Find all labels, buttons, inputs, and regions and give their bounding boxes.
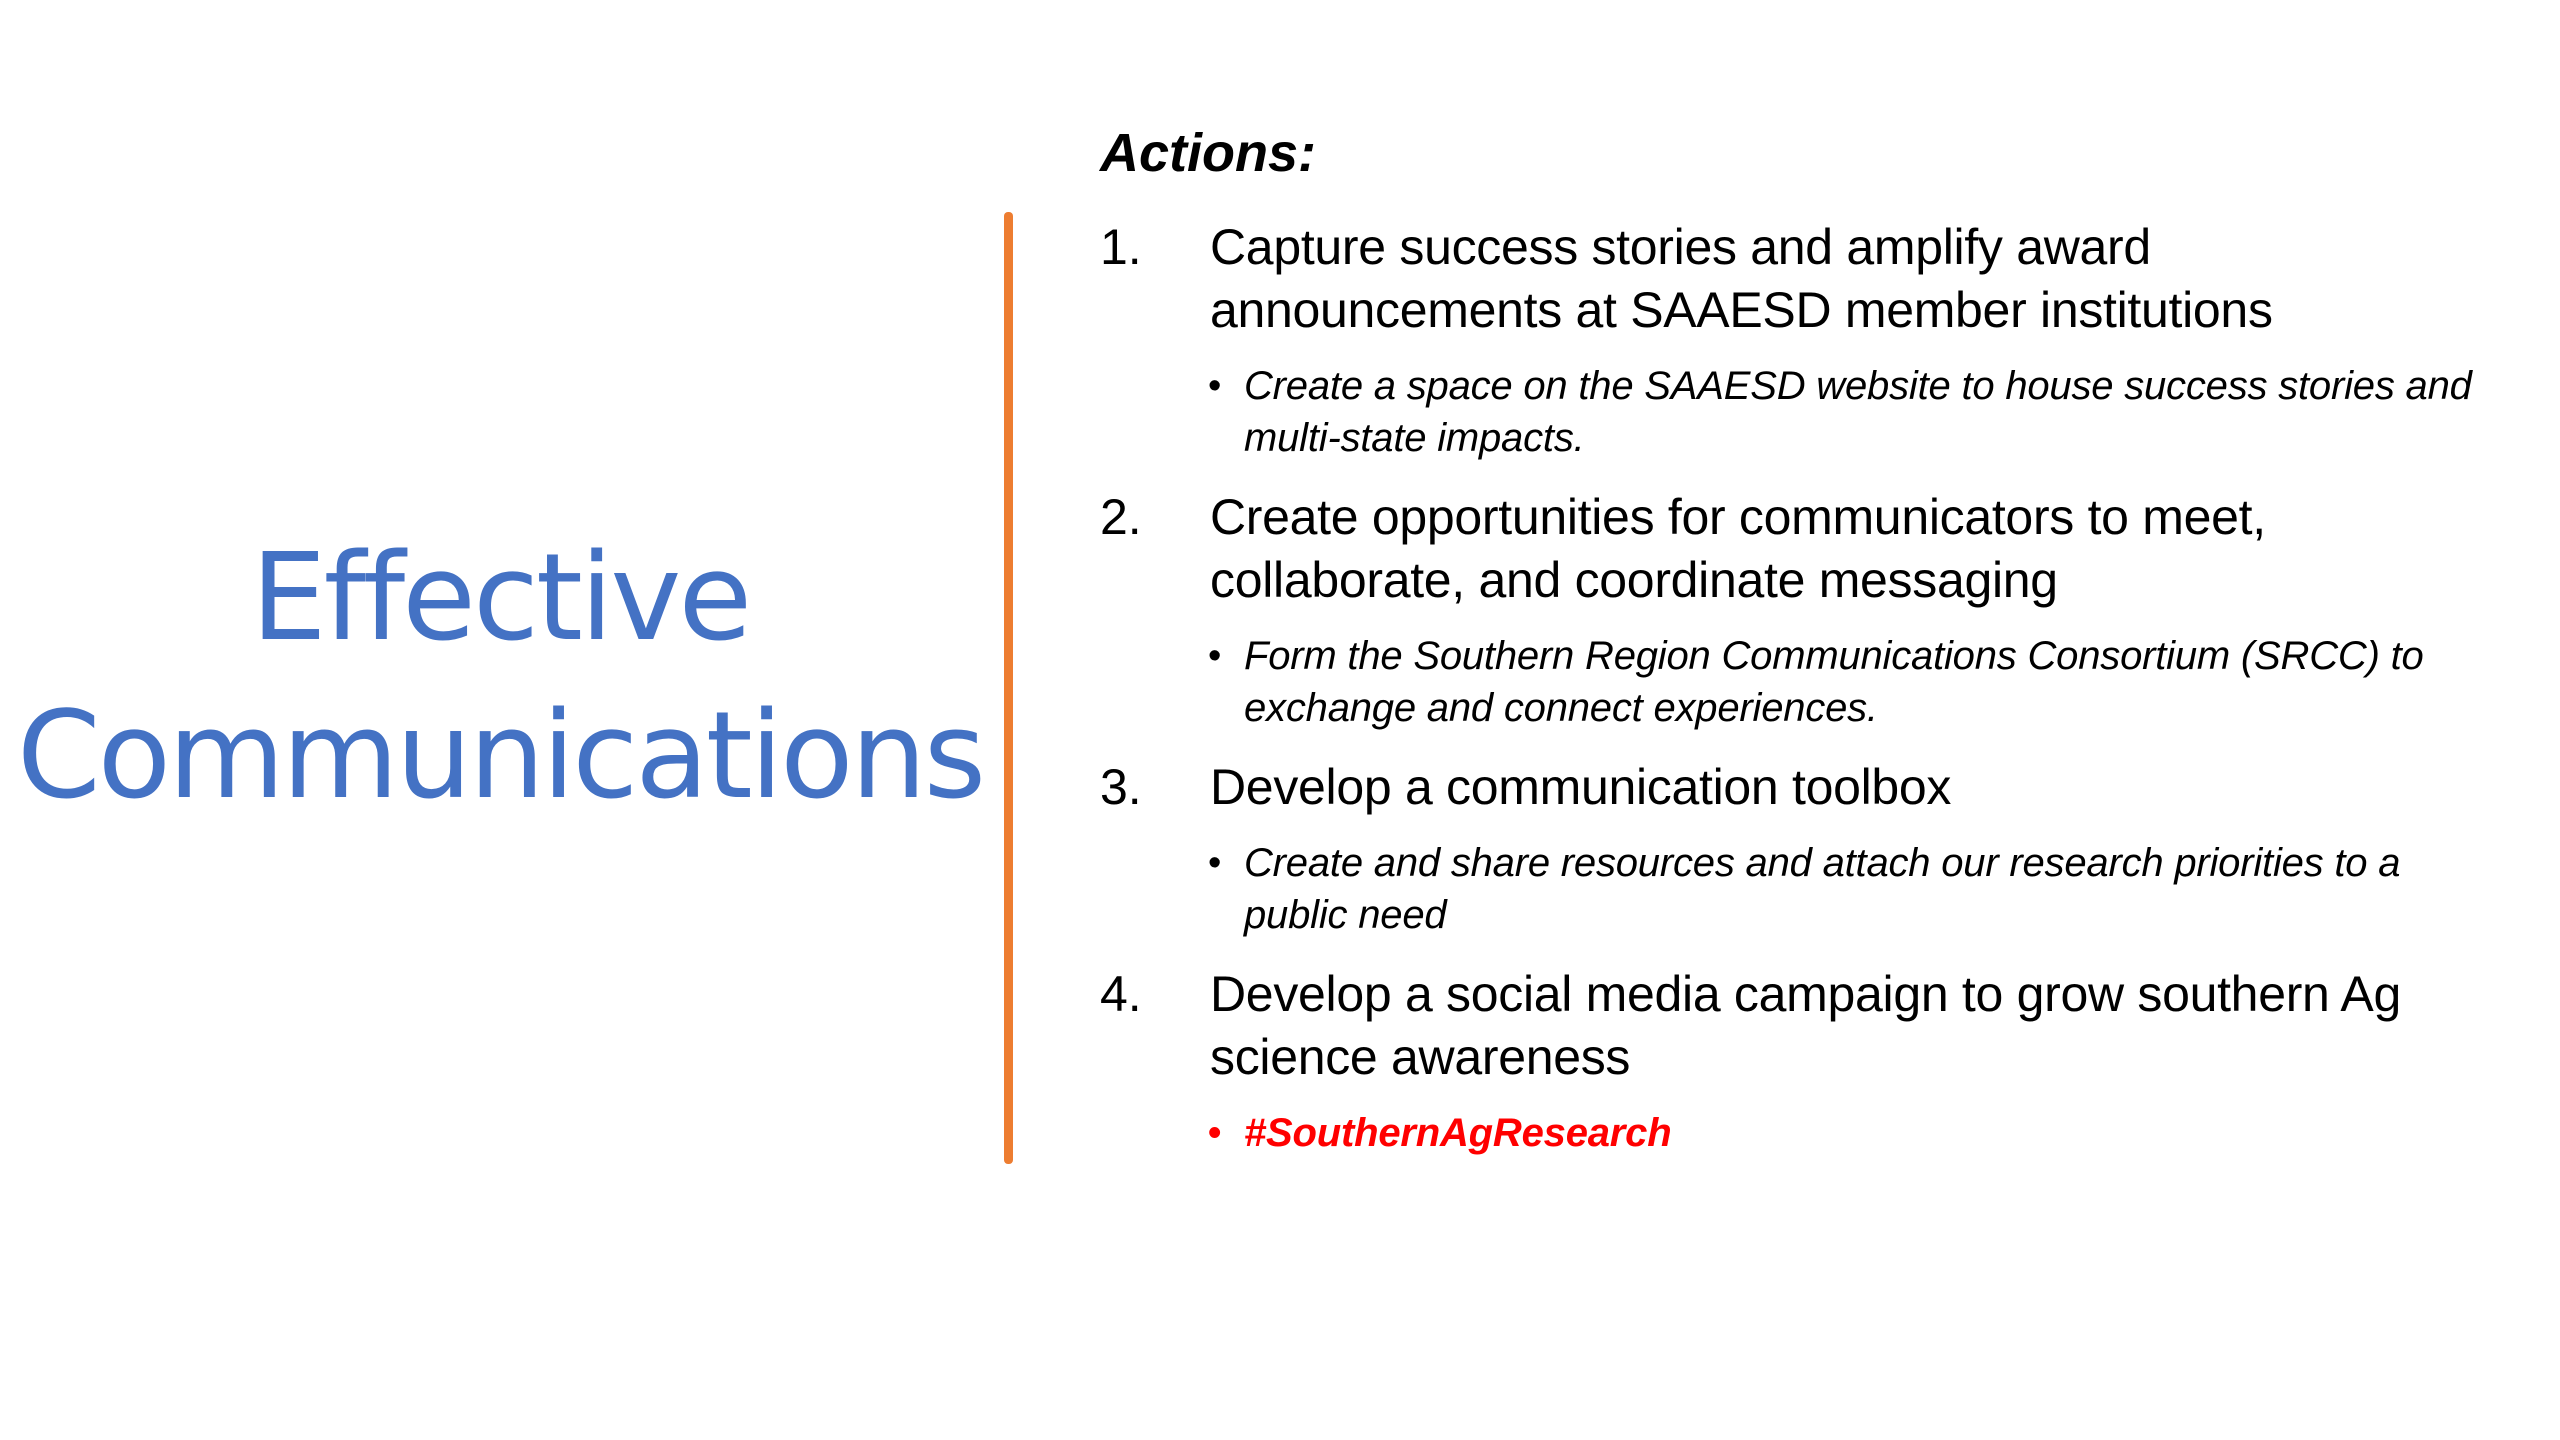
- action-number: 3.: [1100, 759, 1142, 815]
- action-number: 4.: [1100, 966, 1142, 1022]
- actions-heading: Actions:: [1100, 123, 1316, 183]
- action-item-1: [1100, 216, 2500, 464]
- action-item-4: [1100, 963, 2500, 1159]
- hashtag-text: #SouthernAgResearch: [1244, 1111, 1672, 1155]
- action-sub-bullet: [1208, 837, 2500, 941]
- action-sub-bullet: [1208, 630, 2500, 734]
- action-text: Create opportunities for communicators to meet, collaborate, and coordinate messaging: [1210, 489, 2266, 608]
- bullet-icon: •: [1208, 635, 1222, 677]
- action-sub-text: Create and share resources and attach our research priorities to a public need: [1244, 841, 2401, 937]
- action-number: 2.: [1100, 489, 1142, 545]
- action-item-3: [1100, 756, 2500, 941]
- bullet-icon: •: [1208, 1112, 1222, 1154]
- hashtag-sub-bullet: [1208, 1107, 2500, 1159]
- vertical-divider: [1004, 212, 1013, 1164]
- slide-title: [0, 520, 1000, 836]
- action-sub-text: Form the Southern Region Communications Consortium (SRCC) to exchange and connect experiences.: [1244, 634, 2424, 730]
- action-sub-bullet: [1208, 360, 2500, 464]
- action-item-2: [1100, 486, 2500, 734]
- action-text: Develop a communication toolbox: [1210, 759, 1952, 815]
- action-sub-text: Create a space on the SAAESD website to house success stories and multi-state impacts.: [1244, 364, 2472, 460]
- title-line-2: Communications: [16, 687, 984, 826]
- bullet-icon: •: [1208, 842, 1222, 884]
- action-number: 1.: [1100, 219, 1142, 275]
- action-text: Capture success stories and amplify award announcements at SAAESD member institutions: [1210, 219, 2273, 338]
- action-text: Develop a social media campaign to grow southern Ag science awareness: [1210, 966, 2401, 1085]
- bullet-icon: •: [1208, 365, 1222, 407]
- title-line-1: Effective: [250, 529, 750, 668]
- actions-panel: [1100, 118, 2500, 1181]
